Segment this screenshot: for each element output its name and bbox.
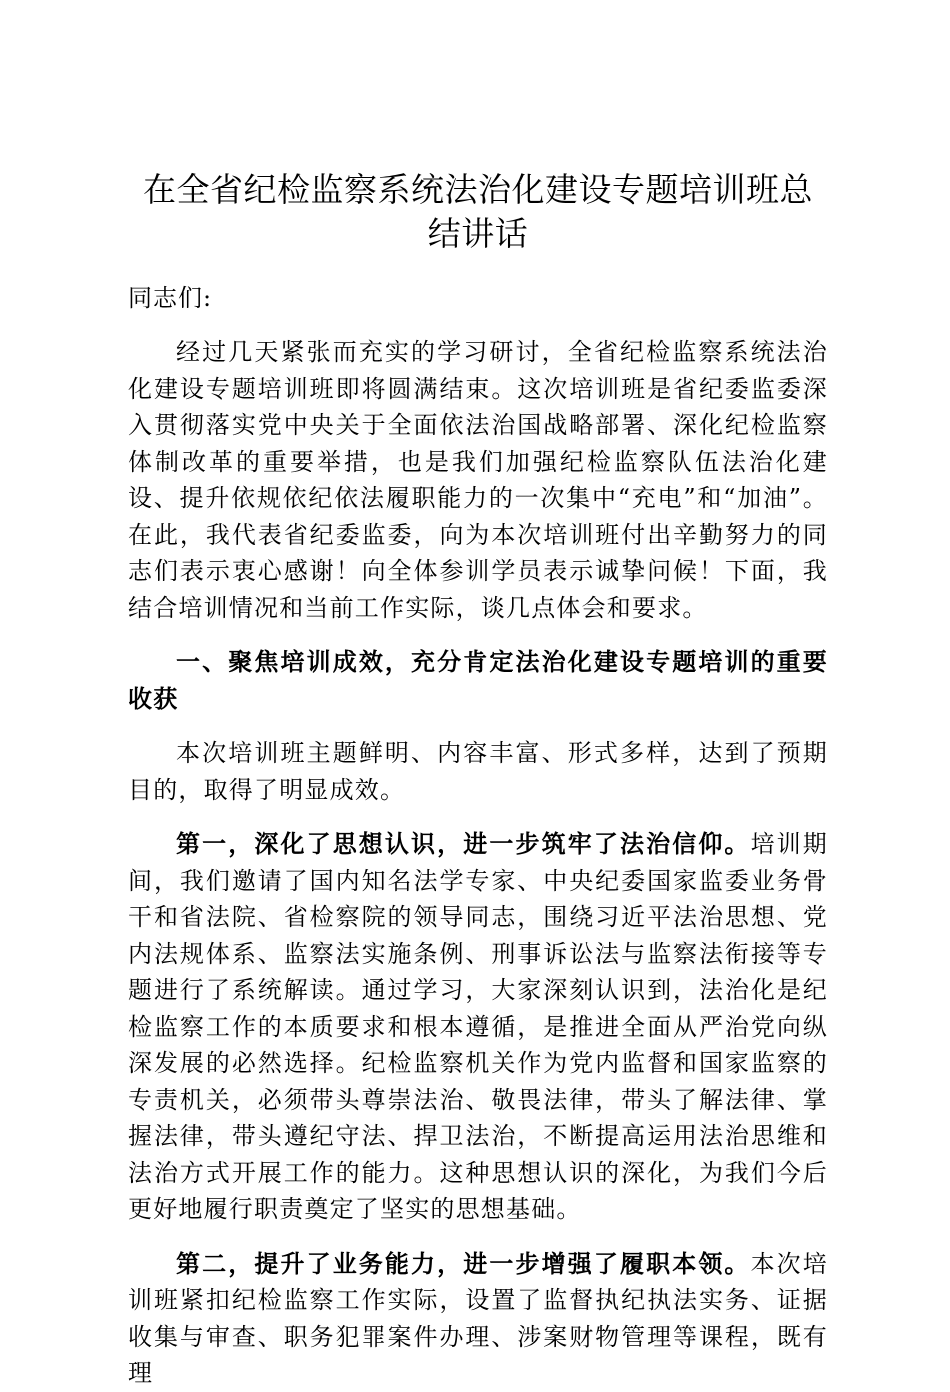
section-heading: 一、聚焦培训成效，充分肯定法治化建设专题培训的重要收获 [128,647,828,713]
point-two-paragraph [128,1246,828,1392]
point-two-lead: 第二，提升了业务能力，进一步增强了履职本领。 [176,1248,751,1278]
point-one-paragraph [128,826,828,1228]
point-one-body: 培训期间，我们邀请了国内知名法学专家、中央纪委国家监委业务骨干和省法院、省检察院的领导同志，围绕习近平法治思想、党内法规体系、监察法实施条例、刑事诉讼法与监察法衔接等专题进行了系统解读。通过学习，大家深刻认识到，法治化是纪检监察工作的本质要求和根本遵循，是推进全面从严治党向纵深发展的必然选择。纪检监察机关作为党内监督和国家监察的专责机关，必须带头尊崇法治、敬畏法律，带头了解法律、掌握法律，带头遵纪守法、捍卫法治，不断提高运用法治思维和法治方式开展工作的能力。这种思想认识的深化，为我们今后更好地履行职责奠定了坚实的思想基础。 [128,830,828,1223]
point-two-body: 本次培训班紧扣纪检监察工作实际，设置了监督执纪执法实务、证据收集与审查、职务犯罪案件办理、涉案财物管理等课程，既有理 [128,1249,828,1387]
section-summary-paragraph: 本次培训班主题鲜明、内容丰富、形式多样，达到了预期目的，取得了明显成效。 [128,739,828,804]
point-one-lead: 第一，深化了思想认识，进一步筑牢了法治信仰。 [176,829,751,858]
intro-paragraph: 经过几天紧张而充实的学习研讨，全省纪检监察系统法治化建设专题培训班即将圆满结束。这次培训班是省纪委监委深入贯彻落实党中央关于全面依法治国战略部署、深化纪检监察体制改革的重要举措，也是我们加强纪检监察队伍法治化建设、提升依规依纪依法履职能力的一次集中“充电”和“加油”。在此，我代表省纪委监委，向为本次培训班付出辛勤努力的同志们表示衷心感谢！向全体参训学员表示诚挚问候！下面，我结合培训情况和当前工作实际，谈几点体会和要求。 [128,338,828,622]
document-body [128,168,828,1392]
salutation: 同志们: [128,284,213,312]
document-title: 在全省纪检监察系统法治化建设专题培训班总结讲话 [143,170,813,253]
